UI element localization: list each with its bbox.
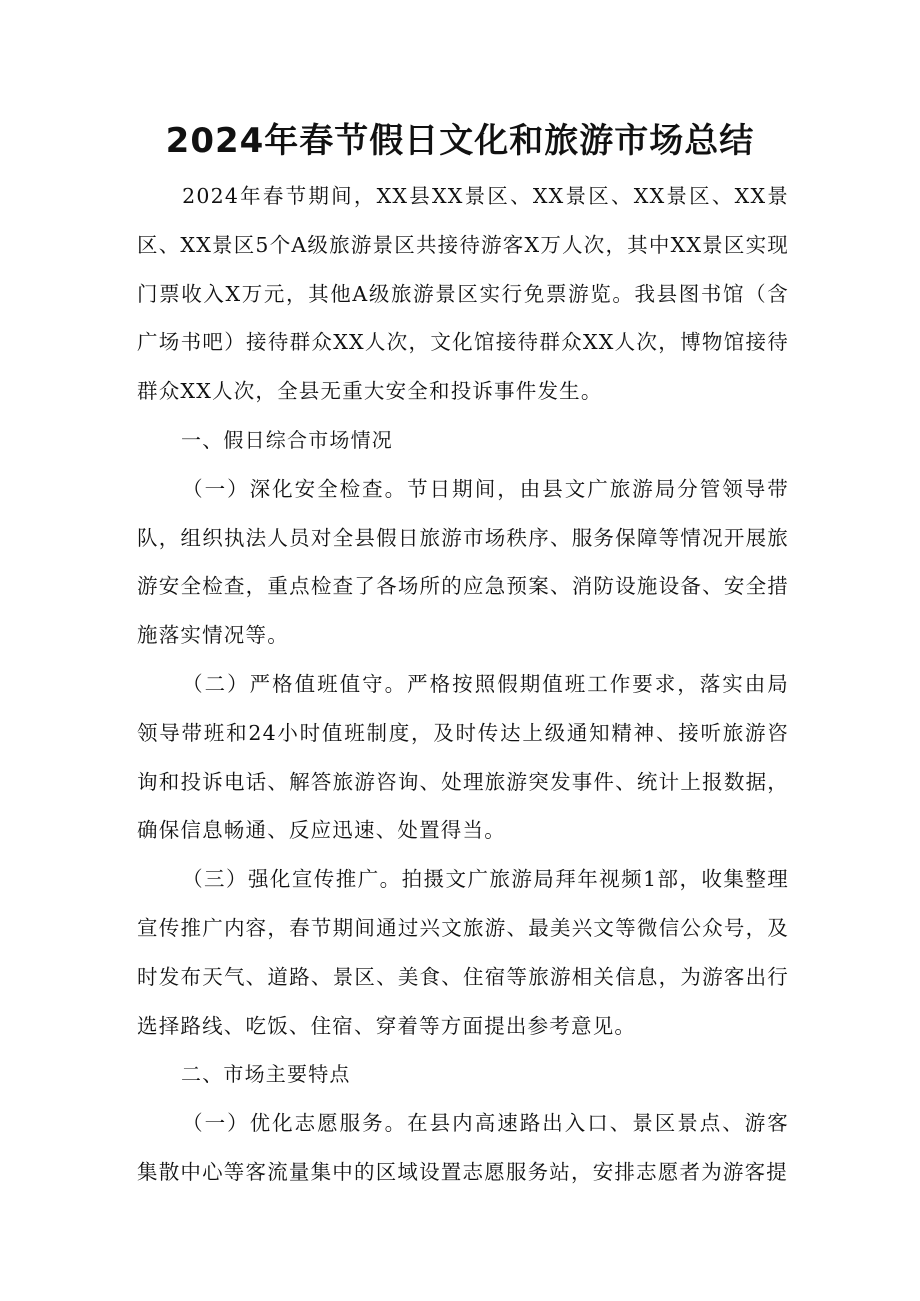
section1-paragraph-3: （三）强化宣传推广。拍摄文广旅游局拜年视频1部，收集整理宣传推广内容，春节期间通过兴文旅游、最美兴文等微信公众号，及时发布天气、道路、景区、美食、住宿等旅游相关信息，为游客出行选择路线、吃饭、住宿、穿着等方面提出参考意见。: [137, 867, 789, 1038]
section1-paragraph-1: （一）深化安全检查。节日期间，由县文广旅游局分管领导带队，组织执法人员对全县假日旅游市场秩序、服务保障等情况开展旅游安全检查，重点检查了各场所的应急预案、消防设施设备、安全措施落实情况等。: [137, 476, 789, 648]
section-heading-1: 一、假日综合市场情况: [181, 427, 393, 452]
intro-paragraph: 2024年春节期间，XX县XX景区、XX景区、XX景区、XX景区、XX景区5个A级旅游景区共接待游客X万人次，其中XX景区实现门票收入X万元，其他A级旅游景区实行免票游览。我县图书馆（含广场书吧）接待群众XX人次，文化馆接待群众XX人次，博物馆接待群众XX人次，全县无重大安全和投诉事件发生。: [137, 184, 789, 404]
section-heading-2: 二、市场主要特点: [181, 1062, 351, 1087]
section2-paragraph-1: （一）优化志愿服务。在县内高速路出入口、景区景点、游客集散中心等客流量集中的区域设置志愿服务站，安排志愿者为游客提: [137, 1111, 789, 1184]
document-title: 2024年春节假日文化和旅游市场总结: [165, 121, 755, 161]
document-body: [137, 172, 789, 1197]
section1-paragraph-2: （二）严格值班值守。严格按照假期值班工作要求，落实由局领导带班和24小时值班制度，及时传达上级通知精神、接听旅游咨询和投诉电话、解答旅游咨询、处理旅游突发事件、统计上报数据，确保信息畅通、反应迅速、处置得当。: [137, 671, 789, 843]
